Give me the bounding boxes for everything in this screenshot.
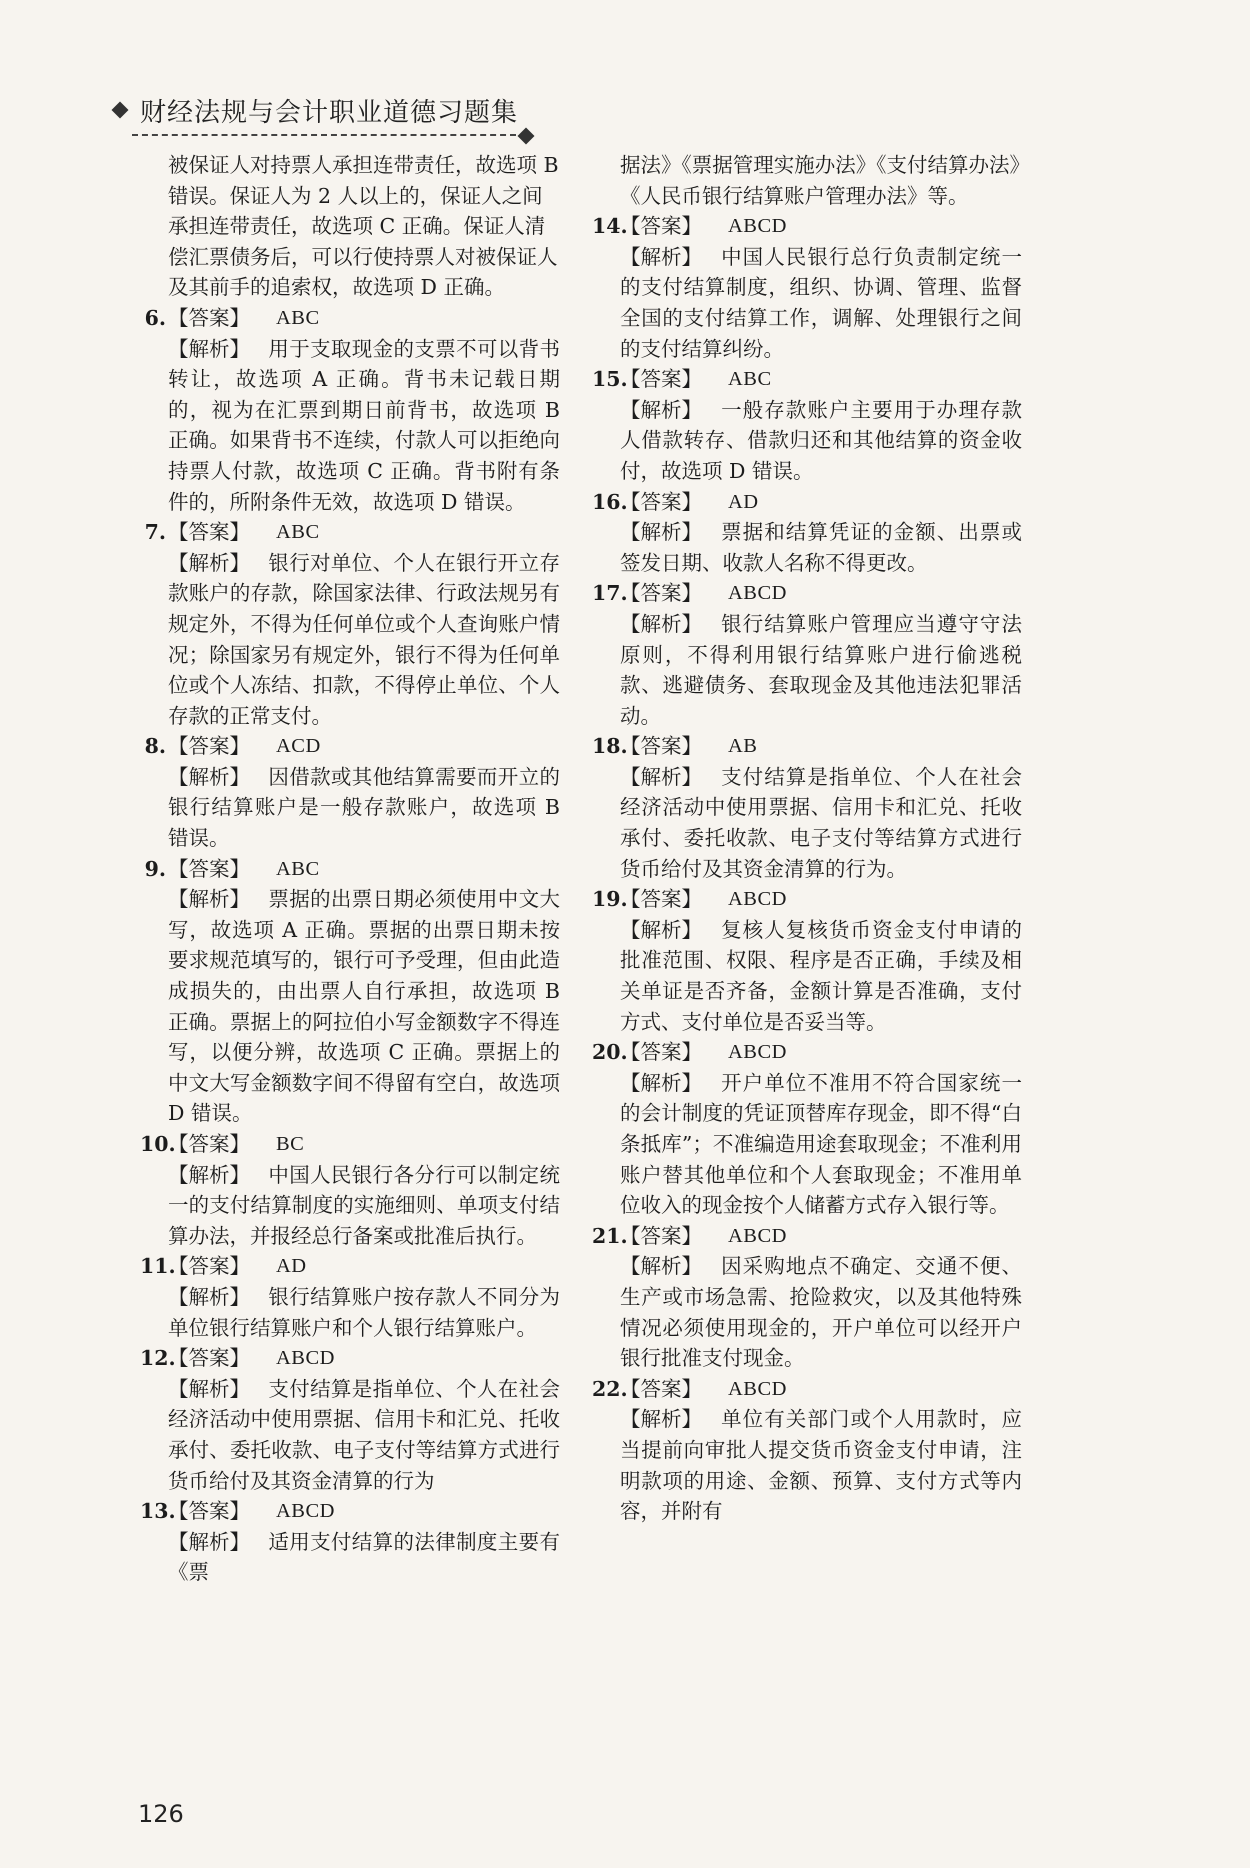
answer-item xyxy=(592,578,1022,731)
answer-value: ABC xyxy=(276,306,320,329)
continued-analysis: 被保证人对持票人承担连带责任，故选项 B 错误。保证人为 2 人以上的，保证人之间承担连带责任，故选项 C 正确。保证人清偿汇票债务后，可以行使持票人对被保证人及其前手的追索权，故选项 D 正确。 xyxy=(168,153,559,300)
analysis-paragraph xyxy=(140,548,560,732)
answer-line xyxy=(140,1343,560,1374)
answer-item xyxy=(592,1221,1022,1374)
answer-item xyxy=(592,1374,1022,1527)
question-number: 22. xyxy=(592,1376,628,1401)
answer-value: ABC xyxy=(728,368,772,391)
answer-line xyxy=(592,1037,1022,1068)
answer-label: 【答案】 xyxy=(620,1040,702,1065)
analysis-text: 一般存款账户主要用于办理存款人借款转存、借款归还和其他结算的资金收付，故选项 D 错误。 xyxy=(620,397,1022,483)
diamond-ornament-icon xyxy=(112,102,129,119)
analysis-paragraph xyxy=(592,915,1022,1037)
question-number: 20. xyxy=(592,1040,628,1065)
question-number: 13. xyxy=(140,1499,176,1524)
question-number: 14. xyxy=(592,214,628,239)
answer-label: 【答案】 xyxy=(168,856,250,881)
analysis-label: 【解析】 xyxy=(168,1284,250,1309)
answer-item xyxy=(140,1343,560,1496)
analysis-label: 【解析】 xyxy=(620,397,702,422)
analysis-text: 银行结算账户按存款人不同分为单位银行结算账户和个人银行结算账户。 xyxy=(168,1284,560,1340)
answer-item xyxy=(140,1496,560,1588)
analysis-label: 【解析】 xyxy=(620,244,702,269)
answer-label: 【答案】 xyxy=(168,1499,250,1524)
answer-value: ACD xyxy=(276,735,321,758)
analysis-paragraph xyxy=(592,1251,1022,1373)
question-number: 6. xyxy=(144,305,166,330)
analysis-text: 用于支取现金的支票不可以背书转让，故选项 A 正确。背书未记载日期的，视为在汇票到期日前背书，故选项 B 正确。如果背书不连续，付款人可以拒绝向持票人付款，故选项 C 正确。背书附有条件的，所附条件无效，故选项 D 错误。 xyxy=(168,336,560,514)
analysis-label: 【解析】 xyxy=(168,550,250,575)
analysis-text: 中国人民银行各分行可以制定统一的支付结算制度的实施细则、单项支付结算办法，并报经总行备案或批准后执行。 xyxy=(168,1162,560,1248)
answer-label: 【答案】 xyxy=(168,520,250,545)
answer-value: ABC xyxy=(276,857,320,880)
analysis-paragraph xyxy=(592,242,1022,364)
answer-value: ABCD xyxy=(728,215,787,238)
analysis-paragraph xyxy=(140,1282,560,1343)
diamond-ornament-icon xyxy=(518,128,535,145)
answer-line xyxy=(592,578,1022,609)
analysis-paragraph xyxy=(140,884,560,1129)
analysis-label: 【解析】 xyxy=(168,887,250,912)
answer-value: ABC xyxy=(276,521,320,544)
answer-line xyxy=(140,517,560,548)
analysis-paragraph xyxy=(592,1404,1022,1526)
analysis-label: 【解析】 xyxy=(168,1376,250,1401)
analysis-label: 【解析】 xyxy=(620,1407,702,1432)
analysis-paragraph xyxy=(140,1374,560,1496)
answer-label: 【答案】 xyxy=(620,214,702,239)
answer-item xyxy=(140,517,560,731)
header-dashed-rule xyxy=(132,134,516,136)
question-number: 11. xyxy=(140,1254,176,1279)
analysis-text: 适用支付结算的法律制度主要有《票 xyxy=(168,1529,560,1585)
answer-label: 【答案】 xyxy=(168,734,250,759)
analysis-paragraph xyxy=(592,762,1022,884)
answer-value: ABCD xyxy=(728,582,787,605)
question-number: 7. xyxy=(144,520,166,545)
answer-label: 【答案】 xyxy=(620,489,702,514)
analysis-label: 【解析】 xyxy=(620,917,702,942)
answer-list xyxy=(140,303,560,1588)
analysis-paragraph xyxy=(140,1160,560,1252)
answer-line xyxy=(140,1496,560,1527)
answer-value: BC xyxy=(276,1133,305,1155)
answer-line xyxy=(592,211,1022,242)
answer-line xyxy=(140,1251,560,1282)
analysis-label: 【解析】 xyxy=(168,336,250,361)
answer-label: 【答案】 xyxy=(168,1254,250,1279)
analysis-text: 票据和结算凭证的金额、出票或签发日期、收款人名称不得更改。 xyxy=(620,520,1022,575)
question-number: 8. xyxy=(144,734,166,759)
analysis-label: 【解析】 xyxy=(620,1254,702,1279)
question-number: 17. xyxy=(592,581,628,606)
answer-item xyxy=(140,303,560,517)
answer-item xyxy=(592,364,1022,486)
analysis-label: 【解析】 xyxy=(168,1162,250,1187)
analysis-label: 【解析】 xyxy=(620,520,702,545)
answer-line xyxy=(592,884,1022,915)
answer-item xyxy=(140,1251,560,1343)
answer-item xyxy=(592,1037,1022,1221)
analysis-label: 【解析】 xyxy=(620,611,702,636)
page-number: 126 xyxy=(138,1800,184,1828)
answer-value: AD xyxy=(728,490,759,513)
left-column xyxy=(140,150,560,1588)
answer-label: 【答案】 xyxy=(168,1132,250,1156)
answer-item xyxy=(592,731,1022,884)
answer-list xyxy=(592,211,1022,1527)
answer-value: ABCD xyxy=(728,888,787,911)
answer-item xyxy=(592,884,1022,1037)
analysis-paragraph xyxy=(592,609,1022,731)
question-number: 18. xyxy=(592,734,628,759)
answer-item xyxy=(140,1129,560,1251)
answer-value: ABCD xyxy=(728,1041,787,1064)
answer-item xyxy=(140,854,560,1129)
answer-label: 【答案】 xyxy=(620,1376,702,1401)
running-header xyxy=(110,92,1150,152)
question-number: 12. xyxy=(140,1346,176,1371)
answer-label: 【答案】 xyxy=(620,1223,702,1248)
answer-value: AB xyxy=(728,735,758,758)
analysis-label: 【解析】 xyxy=(168,1529,250,1554)
answer-line xyxy=(140,1129,560,1160)
analysis-text: 因采购地点不确定、交通不便、生产或市场急需、抢险救灾，以及其他特殊情况必须使用现金的，开户单位可以经开户银行批准支付现金。 xyxy=(620,1254,1022,1371)
analysis-label: 【解析】 xyxy=(620,1070,702,1095)
answer-item xyxy=(592,211,1022,364)
analysis-paragraph xyxy=(140,334,560,518)
answer-line xyxy=(140,303,560,334)
question-number: 15. xyxy=(592,367,628,392)
right-column xyxy=(592,150,1022,1527)
answer-value: ABCD xyxy=(728,1377,787,1400)
analysis-text: 因借款或其他结算需要而开立的银行结算账户是一般存款账户，故选项 B 错误。 xyxy=(168,764,560,851)
answer-label: 【答案】 xyxy=(168,305,250,330)
answer-value: ABCD xyxy=(276,1500,335,1523)
answer-value: ABCD xyxy=(728,1224,787,1247)
analysis-text: 银行对单位、个人在银行开立存款账户的存款，除国家法律、行政法规另有规定外，不得为任何单位或个人查询账户情况；除国家另有规定外，银行不得为任何单位或个人冻结、扣款，不得停止单位、个人存款的正常支付。 xyxy=(168,550,560,728)
analysis-label: 【解析】 xyxy=(168,764,250,789)
answer-line xyxy=(592,1221,1022,1252)
answer-label: 【答案】 xyxy=(620,734,702,759)
answer-label: 【答案】 xyxy=(620,581,702,606)
answer-line xyxy=(592,731,1022,762)
analysis-paragraph xyxy=(592,395,1022,487)
analysis-text: 复核人复核货币资金支付申请的批准范围、权限、程序是否正确，手续及相关单证是否齐备，金额计算是否准确，支付方式、支付单位是否妥当等。 xyxy=(620,917,1022,1034)
answer-line xyxy=(592,1374,1022,1405)
analysis-label: 【解析】 xyxy=(620,764,702,789)
question-number: 9. xyxy=(144,856,166,881)
analysis-text: 中国人民银行总行负责制定统一的支付结算制度，组织、协调、管理、监督全国的支付结算工作，调解、处理银行之间的支付结算纠纷。 xyxy=(620,244,1022,361)
answer-line xyxy=(592,364,1022,395)
answer-line xyxy=(592,487,1022,518)
answer-label: 【答案】 xyxy=(168,1346,250,1371)
answer-value: ABCD xyxy=(276,1347,335,1370)
answer-label: 【答案】 xyxy=(620,887,702,912)
analysis-text: 开户单位不准用不符合国家统一的会计制度的凭证顶替库存现金，即不得“白条抵库”；不准编造用途套取现金；不准利用账户替其他单位和个人套取现金；不准用单位收入的现金按个人储蓄方式存入银行等。 xyxy=(620,1070,1022,1218)
analysis-text: 支付结算是指单位、个人在社会经济活动中使用票据、信用卡和汇兑、托收承付、委托收款、电子支付等结算方式进行货币给付及其资金清算的行为 xyxy=(168,1376,560,1493)
answer-value: AD xyxy=(276,1255,307,1278)
answer-line xyxy=(140,854,560,885)
answer-item xyxy=(592,487,1022,579)
analysis-paragraph xyxy=(592,1068,1022,1221)
analysis-text: 银行结算账户管理应当遵守守法原则，不得利用银行结算账户进行偷逃税款、逃避债务、套取现金及其他违法犯罪活动。 xyxy=(620,611,1022,728)
continued-analysis: 据法》《票据管理实施办法》《支付结算办法》《人民币银行结算账户管理办法》等。 xyxy=(620,153,1020,208)
analysis-paragraph xyxy=(140,1527,560,1588)
book-title: 财经法规与会计职业道德习题集 xyxy=(140,98,519,128)
analysis-paragraph xyxy=(140,762,560,854)
answer-line xyxy=(140,731,560,762)
answer-label: 【答案】 xyxy=(620,367,702,392)
answer-item xyxy=(140,731,560,853)
question-number: 16. xyxy=(592,489,628,514)
question-number: 10. xyxy=(140,1132,176,1156)
analysis-text: 单位有关部门或个人用款时，应当提前向审批人提交货币资金支付申请，注明款项的用途、金额、预算、支付方式等内容，并附有 xyxy=(620,1407,1022,1524)
question-number: 21. xyxy=(592,1223,628,1248)
analysis-text: 票据的出票日期必须使用中文大写，故选项 A 正确。票据的出票日期未按要求规范填写的，银行可予受理，但由此造成损失的，由出票人自行承担，故选项 B 正确。票据上的阿拉伯小写金额数字不得连写，以便分辨，故选项 C 正确。票据上的中文大写金额数字间不得留有空白，故选项 D 错误。 xyxy=(168,887,560,1126)
analysis-paragraph xyxy=(592,517,1022,578)
question-number: 19. xyxy=(592,887,628,912)
analysis-text: 支付结算是指单位、个人在社会经济活动中使用票据、信用卡和汇兑、托收承付、委托收款、电子支付等结算方式进行货币给付及其资金清算的行为。 xyxy=(620,764,1022,881)
